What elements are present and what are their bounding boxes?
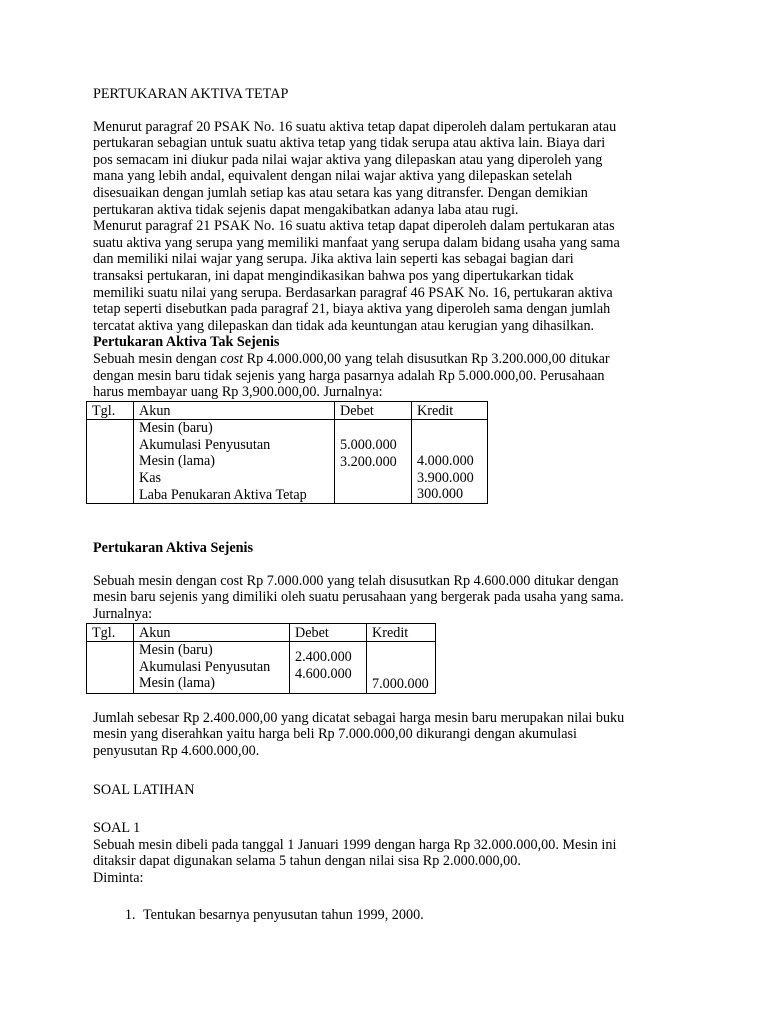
section-heading-tak-sejenis: Pertukaran Aktiva Tak Sejenis: [93, 334, 280, 351]
soal-heading: SOAL LATIHAN: [93, 781, 195, 798]
journal-table-tak-sejenis: [86, 401, 488, 505]
text-line: Jumlah sebesar Rp 2.400.000,00 yang dicatat sebagai harga mesin baru merupakan nilai buku: [93, 709, 625, 726]
debet-amount: 2.400.000: [295, 649, 352, 666]
column-header-tgl: Tgl.: [87, 623, 134, 642]
text-line: pos semacam ini diukur pada nilai wajar aktiva yang dilepaskan atau yang diperoleh yang: [93, 151, 603, 168]
text-line: memiliki suatu nilai yang serupa. Berdasarkan paragraf 46 PSAK No. 16, pertukaran aktiva: [93, 284, 613, 301]
column-header-debet: Debet: [290, 623, 367, 642]
text-fragment-italic: cost: [220, 350, 244, 367]
kredit-amount: 300.000: [417, 486, 464, 503]
debet-amount: 3.200.000: [340, 453, 397, 470]
debet-amount: 4.600.000: [295, 665, 352, 682]
column-header-akun: Akun: [134, 623, 290, 642]
column-header-debet: Debet: [335, 401, 412, 420]
text-line: pertukaran sebagian untuk suatu aktiva tetap yang tidak serupa atau aktiva lain. Biaya dari: [93, 135, 606, 152]
akun-cell: [134, 642, 290, 694]
akun-cell: [134, 420, 335, 504]
column-header-kredit: Kredit: [412, 401, 488, 420]
kredit-cell: [412, 420, 488, 504]
list-item: 1. Tentukan besarnya penyusutan tahun 1999, 2000.: [139, 907, 693, 924]
soal-subheading: SOAL 1: [93, 820, 141, 837]
section2-note: [93, 710, 693, 760]
account-name: Mesin (lama): [139, 675, 216, 692]
text-line: [93, 351, 693, 368]
table-header-row: [87, 623, 436, 642]
account-name: Mesin (lama): [139, 453, 216, 470]
kredit-amount: 3.900.000: [417, 469, 474, 486]
text-line: pertukaran aktiva tidak sejenis dapat mengakibatkan adanya laba atau rugi.: [93, 201, 519, 218]
account-name: Kas: [139, 470, 162, 487]
text-line: tercatat aktiva yang dilepaskan dan tidak ada keuntungan atau kerugian yang dihasilkan.: [93, 317, 595, 334]
text-line: Jurnalnya:: [93, 606, 153, 623]
text-line: transaksi pertukaran, ini dapat mengindikasikan bahwa pos yang dipertukarkan tidak: [93, 267, 574, 284]
account-name: Mesin (baru): [139, 642, 213, 659]
text-line: disesuaikan dengan jumlah setiap kas atau setara kas yang ditransfer. Dengan demikian: [93, 184, 588, 201]
page-title: PERTUKARAN AKTIVA TETAP: [93, 86, 289, 102]
text-line: Menurut paragraf 20 PSAK No. 16 suatu aktiva tetap dapat diperoleh dalam pertukaran atau: [93, 118, 617, 135]
text-line: Sebuah mesin dibeli pada tanggal 1 Januari 1999 dengan harga Rp 32.000.000,00. Mesin ini: [93, 836, 617, 853]
text-line: suatu aktiva yang serupa yang memiliki manfaat yang serupa dalam bidang usaha yang sama: [93, 234, 620, 251]
text-fragment: Sebuah mesin dengan: [93, 350, 221, 367]
text-line: dengan mesin baru tidak sejenis yang harga pasarnya adalah Rp 5.000.000,00. Perusahaan: [93, 367, 605, 384]
kredit-amount: 4.000.000: [417, 453, 474, 470]
text-line: mesin baru sejenis yang dimiliki oleh suatu perusahaan yang bergerak pada usaha yang sama.: [93, 589, 624, 606]
debet-amount: 5.000.000: [340, 437, 397, 454]
table-header-row: [87, 401, 488, 420]
debet-cell: [290, 642, 367, 694]
text-line: harus membayar uang Rp 3,900.000,00. Jurnalnya:: [93, 384, 383, 401]
task-list: [93, 907, 693, 924]
text-line: mesin yang diserahkan yaitu harga beli Rp 7.000.000,00 dikurangi dengan akumulasi: [93, 726, 577, 743]
soal-paragraph: [93, 837, 693, 887]
text-line: Diminta:: [93, 869, 144, 886]
column-header-kredit: Kredit: [367, 623, 436, 642]
account-name: Mesin (baru): [139, 420, 213, 437]
text-line: ditaksir dapat digunakan selama 5 tahun dengan nilai sisa Rp 2.000.000,00.: [93, 853, 521, 870]
intro-paragraph: [93, 119, 693, 335]
journal-table-sejenis: [86, 623, 436, 694]
tgl-cell: [87, 420, 134, 504]
text-line: mana yang lebih andal, equivalent dengan nilai wajar aktiva yang dilepaskan setelah: [93, 168, 573, 185]
kredit-amount: 7.000.000: [372, 676, 429, 693]
document-page: [93, 86, 693, 923]
debet-cell: [335, 420, 412, 504]
table-row: [87, 420, 488, 504]
column-header-tgl: Tgl.: [87, 401, 134, 420]
section1-paragraph: [93, 351, 693, 401]
text-line: penyusutan Rp 4.600.000,00.: [93, 743, 260, 759]
account-name: Akumulasi Penyusutan: [139, 436, 271, 453]
text-fragment: Rp 4.000.000,00 yang telah disusutkan Rp 3.200.000,00 ditukar: [243, 350, 610, 367]
text-line: tetap seperti disebutkan pada paragraf 21, biaya aktiva yang diperoleh sama dengan jumlah: [93, 301, 611, 318]
column-header-akun: Akun: [134, 401, 335, 420]
section-heading-sejenis: Pertukaran Aktiva Sejenis: [93, 540, 254, 557]
text-line: dan memiliki nilai wajar yang serupa. Jika aktiva lain seperti kas sebagai bagian dari: [93, 251, 574, 268]
text-line: Menurut paragraf 21 PSAK No. 16 suatu aktiva tetap dapat diperoleh dalam pertukaran atas: [93, 218, 615, 235]
section2-paragraph: [93, 573, 693, 623]
tgl-cell: [87, 642, 134, 694]
account-name: Laba Penukaran Aktiva Tetap: [139, 486, 307, 503]
table-row: [87, 642, 436, 694]
text-line: Sebuah mesin dengan cost Rp 7.000.000 yang telah disusutkan Rp 4.600.000 ditukar dengan: [93, 572, 619, 589]
account-name: Akumulasi Penyusutan: [139, 658, 271, 675]
kredit-cell: [367, 642, 436, 694]
